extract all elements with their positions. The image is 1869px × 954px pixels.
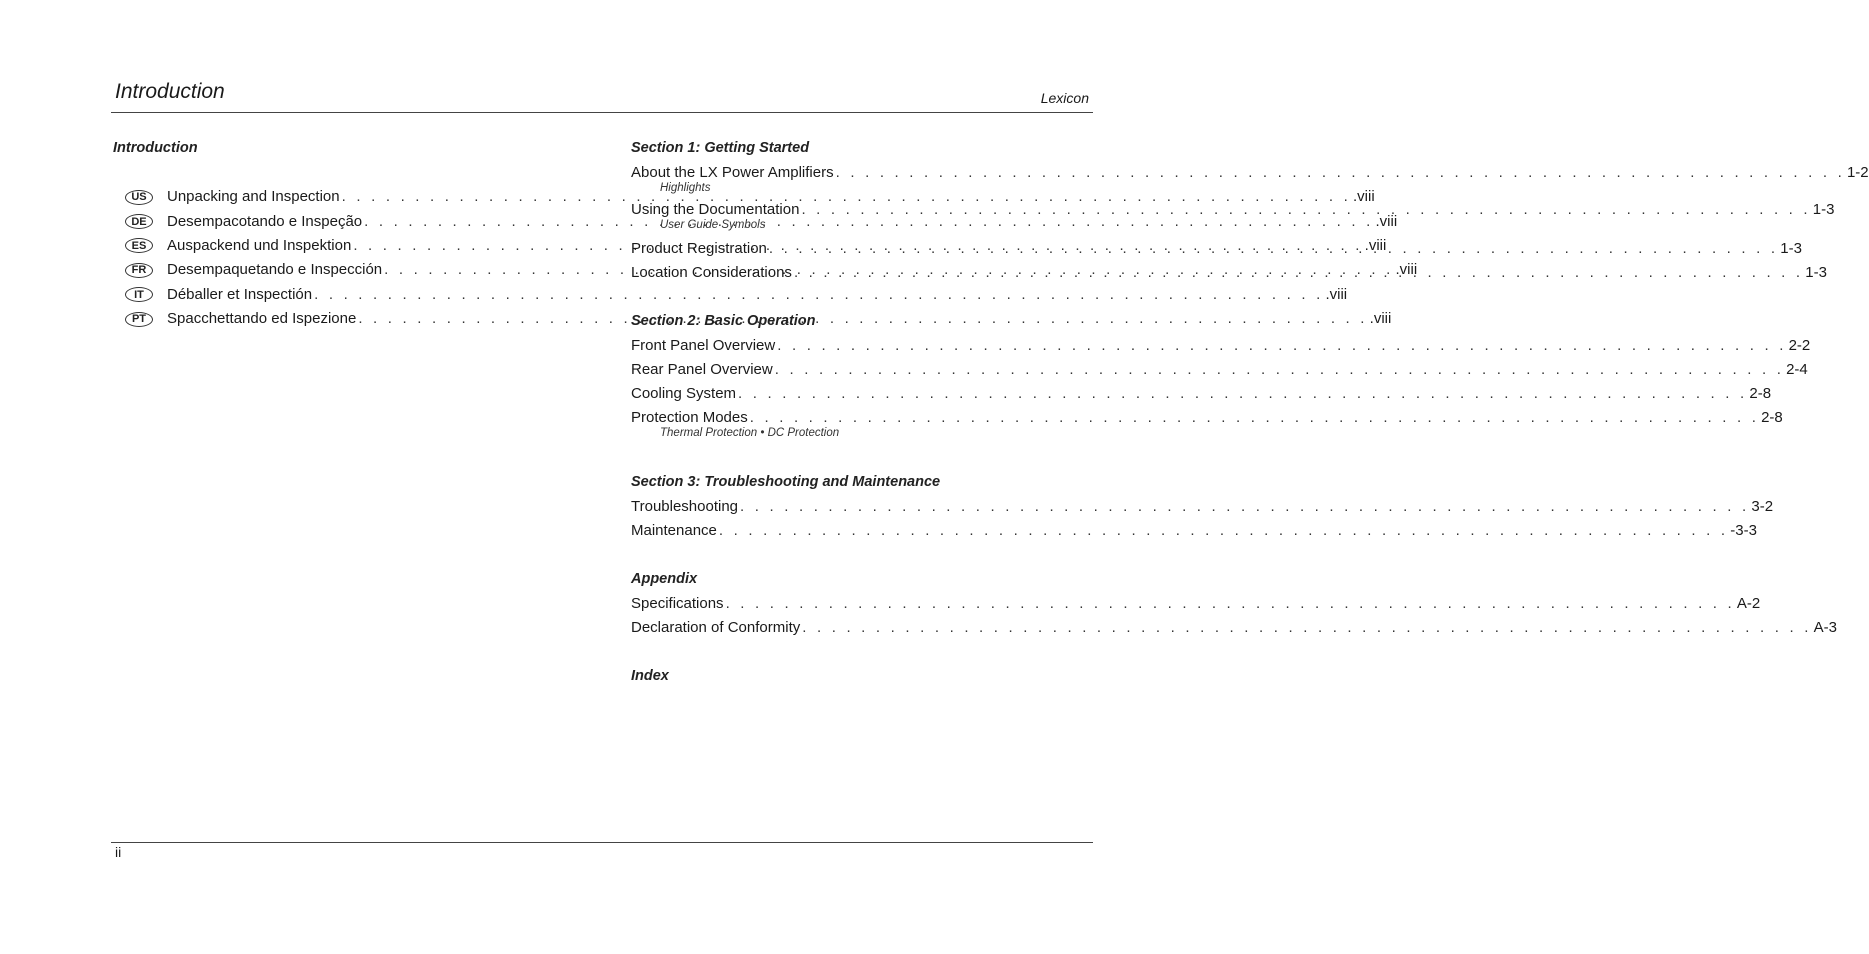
toc-entry-page: 2-4: [1786, 361, 1808, 378]
toc-entry-page: 1-3: [1780, 240, 1802, 257]
toc-entry-front-panel[interactable]: [631, 337, 1811, 355]
page-title: Introduction: [115, 80, 225, 103]
toc-entry-page: 3-2: [1751, 498, 1774, 515]
toc-entry-page: .viii: [1375, 212, 1398, 230]
toc-entry-title: Unpacking and Inspection: [167, 188, 340, 206]
us-language-icon: US: [125, 190, 153, 205]
toc-entry-page: A-3: [1813, 619, 1837, 636]
toc-entry-title: Desempacotando e Inspeção: [167, 212, 363, 230]
pt-language-icon: PT: [125, 312, 153, 327]
toc-entry-page: .viii: [1369, 310, 1392, 328]
toc-entry-title: Spacchettando ed Ispezione: [167, 310, 357, 328]
es-language-icon: ES: [125, 238, 153, 253]
brand-name: Lexicon: [1040, 90, 1089, 106]
dot-leader: [750, 409, 1759, 427]
toc-entry-title: Specifications: [631, 595, 724, 612]
toc-entry-declaration-conformity[interactable]: [631, 619, 1837, 637]
dot-leader: [794, 264, 1803, 282]
dot-leader: [802, 619, 1811, 637]
section-spacer: [631, 637, 1092, 666]
section-spacer: [631, 282, 1092, 311]
it-language-icon: IT: [125, 287, 153, 302]
section-heading-appendix: Appendix: [631, 571, 698, 587]
footer-rule: [111, 842, 1093, 843]
toc-entry-page: A-2: [1736, 595, 1761, 612]
dot-leader: [740, 498, 1749, 516]
toc-entry-title: Déballer et Inspectión: [167, 285, 313, 303]
toc-entry-title: Desempaquetando e Inspección: [167, 261, 383, 279]
toc-entry-page: 1-3: [1805, 264, 1827, 281]
toc-entry-page: .viii: [1364, 236, 1387, 254]
dot-leader: [775, 361, 1784, 379]
section-heading-troubleshooting-maintenance: Section 3: Troubleshooting and Maintenance: [631, 474, 941, 490]
toc-entry-title: Front Panel Overview: [631, 337, 776, 354]
section-spacer: [631, 540, 1092, 569]
toc-entry-title: Cooling System: [631, 385, 737, 402]
section-heading-index[interactable]: Index: [631, 668, 669, 684]
dot-leader: [719, 522, 1728, 540]
dot-leader: [777, 337, 1786, 355]
toc-entry-title: Troubleshooting: [631, 498, 739, 515]
dot-leader: [738, 385, 1747, 403]
toc-subentry-user-guide-symbols: User Guide Symbols: [660, 219, 766, 231]
dot-leader: [769, 240, 1778, 258]
section-heading-basic-operation: Section 2: Basic Operation: [631, 313, 816, 329]
toc-entry-page: 1-2: [1846, 164, 1869, 181]
section-heading-introduction: Introduction: [113, 140, 198, 156]
toc-entry-cooling-system[interactable]: [631, 385, 1772, 403]
dot-leader: [836, 164, 1845, 182]
toc-entry-about-amplifiers[interactable]: [631, 164, 1869, 182]
toc-entry-page: -3-3: [1730, 522, 1757, 539]
toc-subentry-protection-types: Thermal Protection • DC Protection: [660, 427, 840, 439]
de-language-icon: DE: [125, 214, 153, 229]
toc-entry-it[interactable]: [113, 283, 1348, 307]
toc-entry-title: Location Considerations: [631, 264, 792, 281]
page-number: ii: [115, 844, 122, 860]
dot-leader: [726, 595, 1735, 613]
toc-entry-title: Declaration of Conformity: [631, 619, 801, 636]
toc-entry-title: Maintenance: [631, 522, 717, 539]
dot-leader: [801, 201, 1810, 219]
toc-entry-page: 1-3: [1812, 201, 1835, 218]
section-spacer: [631, 440, 1092, 472]
toc-entry-specifications[interactable]: [631, 595, 1761, 613]
fr-language-icon: FR: [125, 263, 153, 278]
toc-entry-page: 2-8: [1749, 385, 1772, 402]
toc-entry-page: .viii: [1352, 188, 1375, 206]
toc-entry-troubleshooting[interactable]: [631, 498, 1774, 516]
toc-entry-title: Rear Panel Overview: [631, 361, 773, 378]
toc-entry-rear-panel[interactable]: [631, 361, 1808, 379]
toc-entry-title: Product Registration: [631, 240, 767, 257]
toc-entry-title: Protection Modes: [631, 409, 748, 426]
toc-subentry-highlights: Highlights: [660, 182, 711, 194]
toc-entry-protection-modes[interactable]: [631, 409, 1783, 427]
toc-entry-title: Using the Documentation: [631, 201, 800, 218]
toc-entry-using-documentation[interactable]: [631, 201, 1835, 219]
toc-entry-page: 2-8: [1761, 409, 1783, 426]
section-heading-getting-started: Section 1: Getting Started: [631, 140, 810, 156]
toc-entry-page: .viii: [1395, 261, 1418, 279]
toc-entry-title: Auspackend und Inspektion: [167, 236, 352, 254]
toc-entry-page: .viii: [1325, 285, 1348, 303]
toc-entry-page: 2-2: [1788, 337, 1811, 354]
header-rule: [111, 112, 1093, 113]
toc-entry-maintenance[interactable]: [631, 522, 1757, 540]
toc-entry-title: About the LX Power Amplifiers: [631, 164, 834, 181]
